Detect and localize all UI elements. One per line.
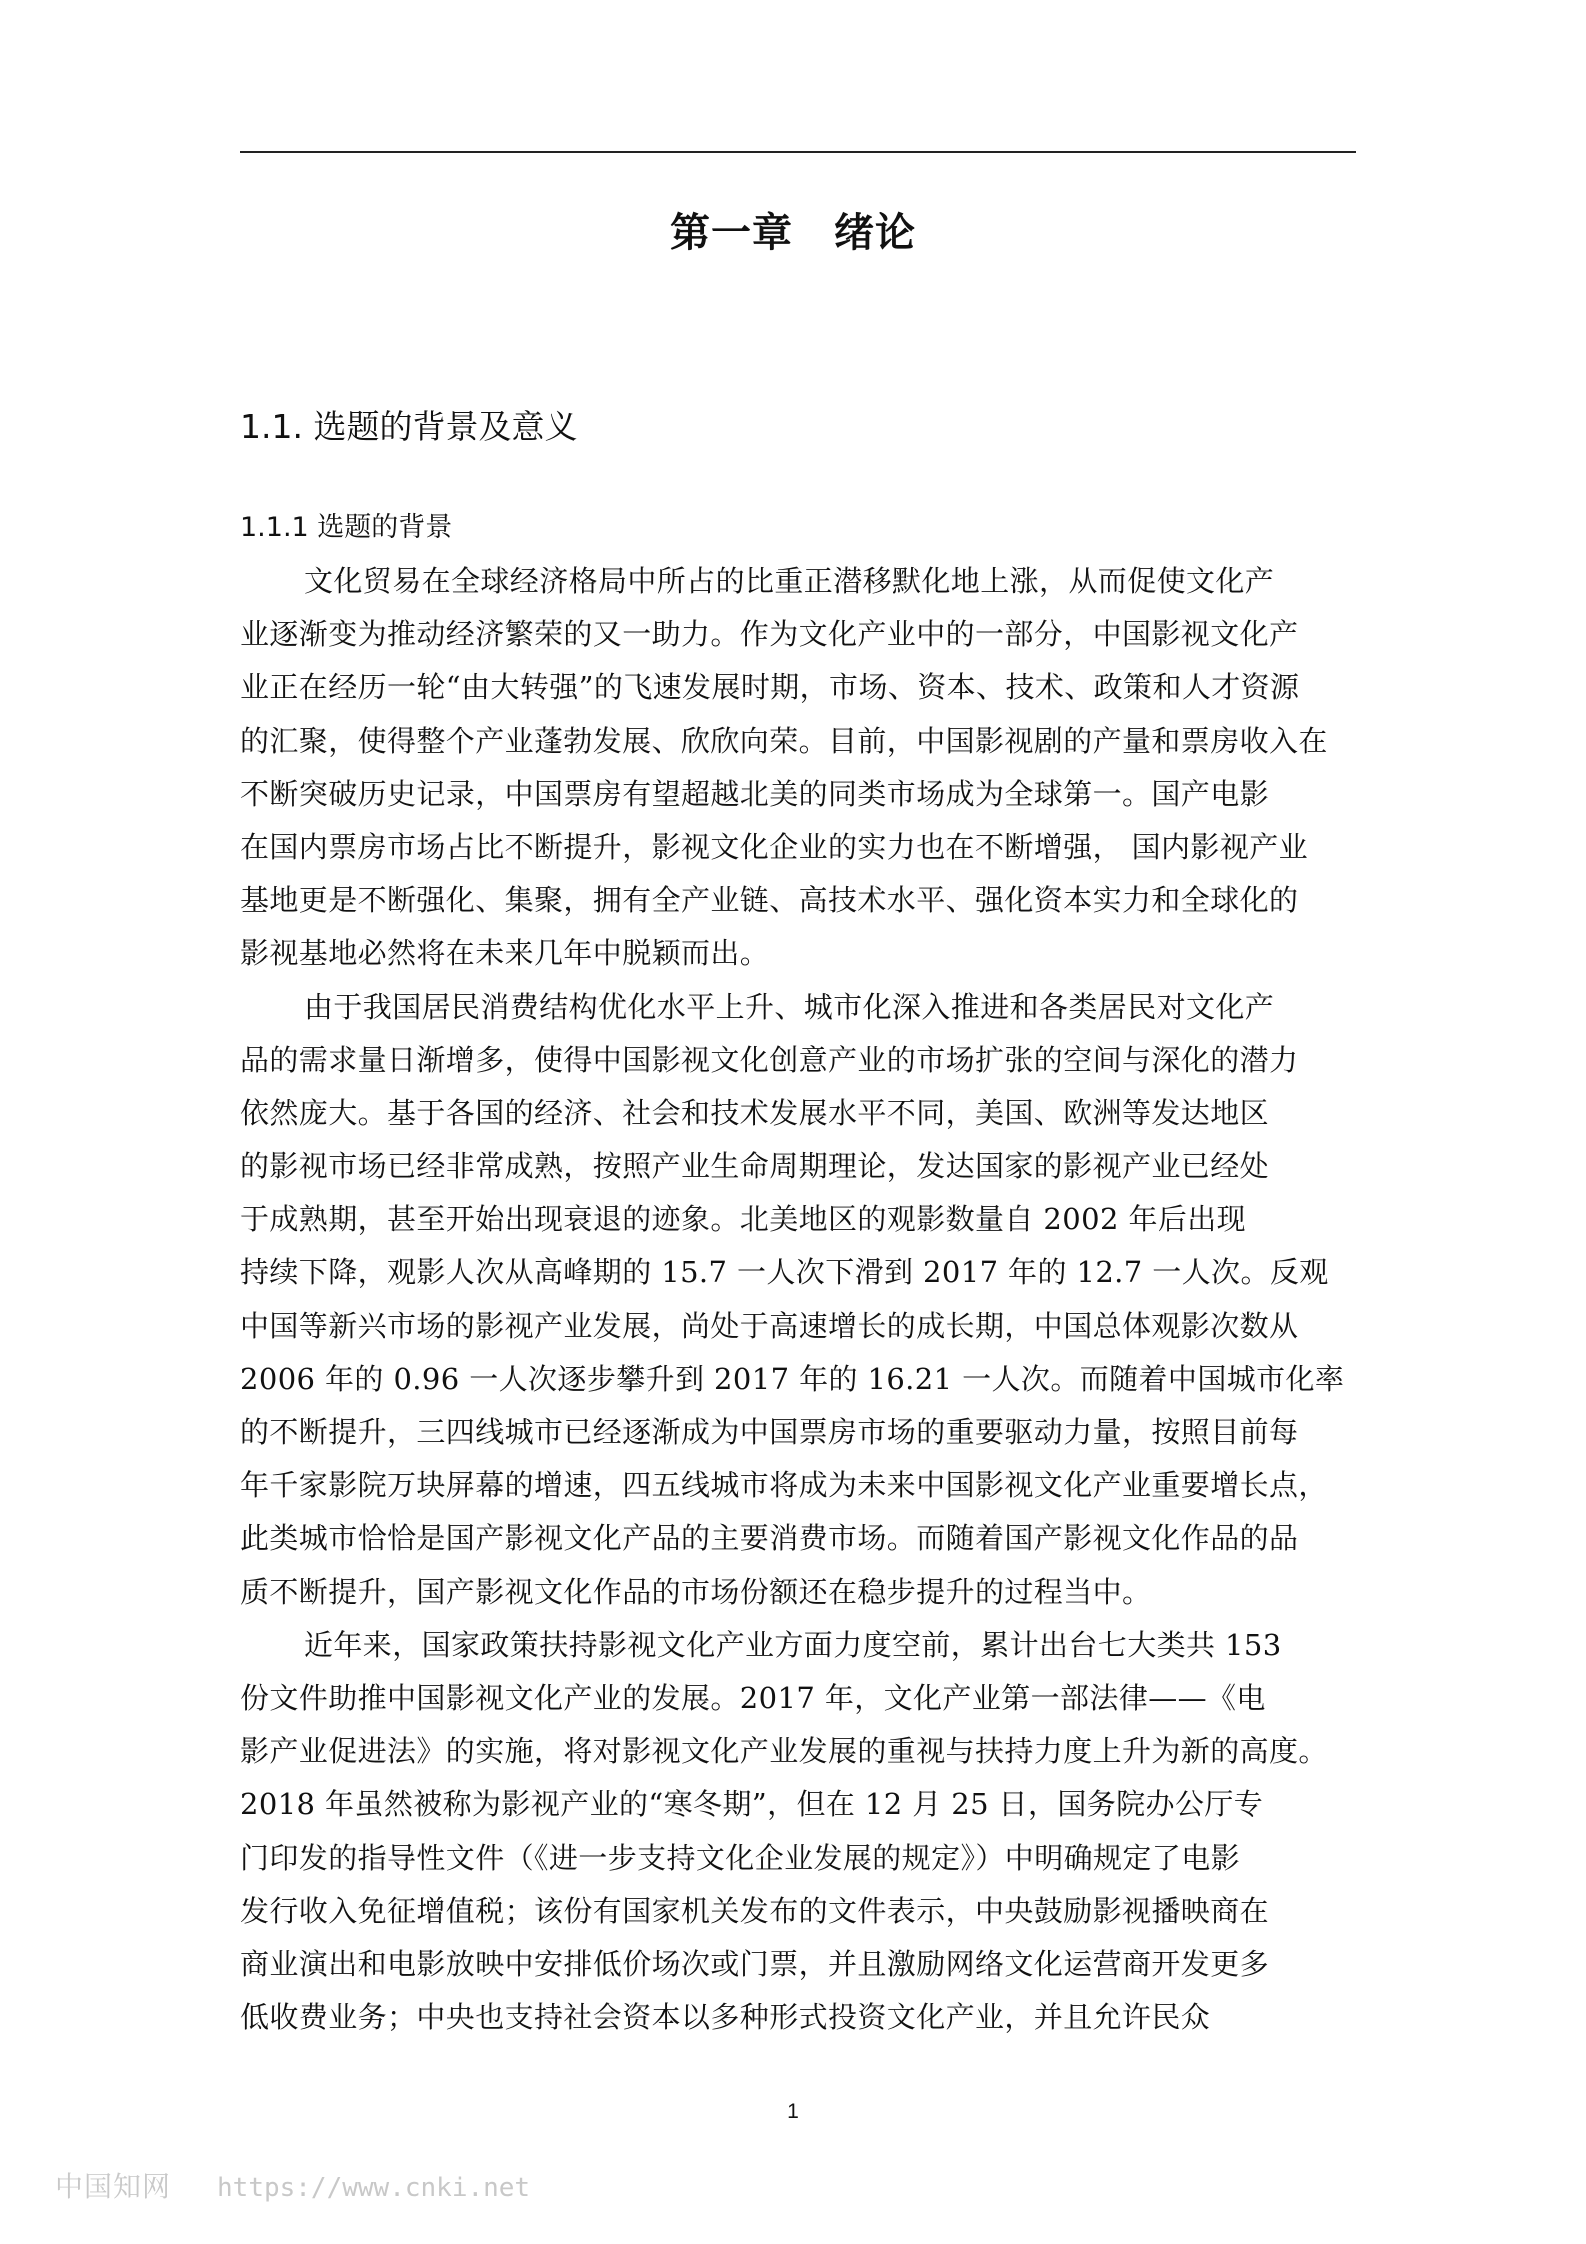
body-line: 门印发的指导性文件（《进一步支持文化企业发展的规定》）中明确规定了电影 — [240, 1840, 1241, 1875]
body-line: 由于我国居民消费结构优化水平上升、城市化深入推进和各类居民对文化产 — [304, 989, 1275, 1024]
body-text — [240, 555, 1370, 2044]
section-title: 1.1. 选题的背景及意义 — [240, 407, 578, 446]
body-line: 影视基地必然将在未来几年中脱颖而出。 — [240, 936, 770, 971]
body-line: 于成熟期，甚至开始出现衰退的迹象。北美地区的观影数量自 2002 年后出现 — [240, 1202, 1247, 1237]
body-line: 中国等新兴市场的影视产业发展，尚处于高速增长的成长期，中国总体观影次数从 — [240, 1308, 1299, 1343]
cnki-watermark — [55, 2167, 530, 2208]
body-line: 基地更是不断强化、集聚，拥有全产业链、高技术水平、强化资本实力和全球化的 — [240, 883, 1299, 918]
cnki-url: https://www.cnki.net — [217, 2173, 531, 2203]
body-line: 发行收入免征增值税；该份有国家机关发布的文件表示，中央鼓励影视播映商在 — [240, 1893, 1270, 1928]
body-line: 年千家影院万块屏幕的增速，四五线城市将成为未来中国影视文化产业重要增长点， — [240, 1468, 1328, 1503]
body-line: 业逐渐变为推动经济繁荣的又一助力。作为文化产业中的一部分，中国影视文化产 — [240, 617, 1299, 652]
body-line: 文化贸易在全球经济格局中所占的比重正潜移默化地上涨，从而促使文化产 — [304, 564, 1275, 598]
body-line: 商业演出和电影放映中安排低价场次或门票，并且激励网络文化运营商开发更多 — [240, 1946, 1270, 1981]
body-line: 品的需求量日渐增多，使得中国影视文化创意产业的市场扩张的空间与深化的潜力 — [240, 1042, 1299, 1077]
body-line: 的汇聚，使得整个产业蓬勃发展、欣欣向荣。目前，中国影视剧的产量和票房收入在 — [240, 723, 1328, 758]
chapter-title: 第一章 绪论 — [670, 210, 916, 256]
body-line: 2018 年虽然被称为影视产业的“寒冬期”，但在 12 月 25 日，国务院办公厅专 — [240, 1787, 1264, 1822]
body-line: 在国内票房市场占比不断提升，影视文化企业的实力也在不断增强， 国内影视产业 — [240, 829, 1309, 864]
body-line: 质不断提升，国产影视文化作品的市场份额还在稳步提升的过程当中。 — [240, 1574, 1152, 1609]
cnki-logo-text: 中国知网 — [55, 2170, 172, 2203]
body-line: 近年来，国家政策扶持影视文化产业方面力度空前，累计出台七大类共 153 — [304, 1627, 1282, 1662]
body-line: 份文件助推中国影视文化产业的发展。2017 年，文化产业第一部法律——《电 — [240, 1680, 1266, 1715]
header-rule — [240, 151, 1356, 153]
body-line: 影产业促进法》的实施，将对影视文化产业发展的重视与扶持力度上升为新的高度。 — [240, 1734, 1328, 1769]
body-line: 的不断提升，三四线城市已经逐渐成为中国票房市场的重要驱动力量，按照目前每 — [240, 1415, 1299, 1449]
body-line: 业正在经历一轮“由大转强”的飞速发展时期，市场、资本、技术、政策和人才资源 — [240, 670, 1300, 705]
body-line: 2006 年的 0.96 一人次逐步攀升到 2017 年的 16.21 一人次。而随着中国城市化率 — [240, 1361, 1345, 1396]
body-line: 此类城市恰恰是国产影视文化产品的主要消费市场。而随着国产影视文化作品的品 — [240, 1521, 1299, 1556]
body-line: 不断突破历史记录，中国票房有望超越北美的同类市场成为全球第一。国产电影 — [240, 776, 1270, 811]
body-line: 的影视市场已经非常成熟，按照产业生命周期理论，发达国家的影视产业已经处 — [240, 1149, 1270, 1184]
subsection-title: 1.1.1 选题的背景 — [240, 512, 453, 543]
body-line: 持续下降，观影人次从高峰期的 15.7 一人次下滑到 2017 年的 12.7 一人次。反观 — [240, 1255, 1329, 1290]
body-line: 低收费业务；中央也支持社会资本以多种形式投资文化产业，并且允许民众 — [240, 2000, 1211, 2035]
page-number: 1 — [787, 2100, 799, 2123]
body-line: 依然庞大。基于各国的经济、社会和技术发展水平不同，美国、欧洲等发达地区 — [240, 1095, 1270, 1130]
